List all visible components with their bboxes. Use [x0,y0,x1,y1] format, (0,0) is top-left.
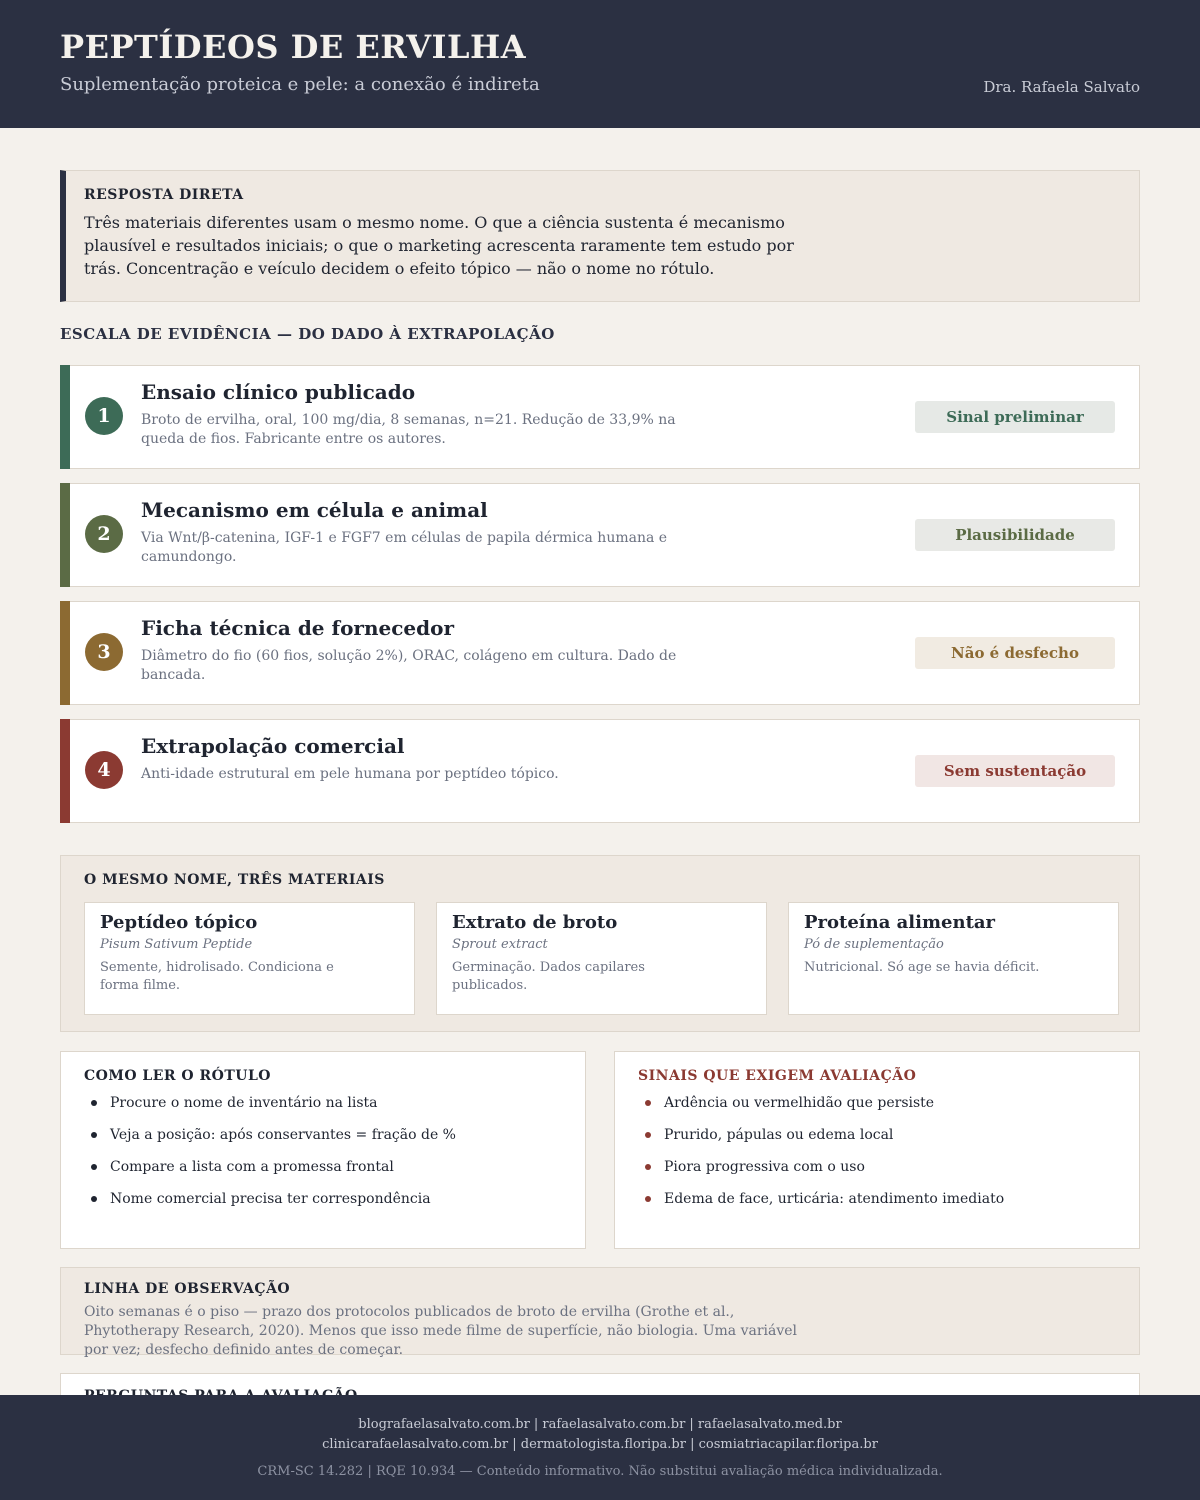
evidence-level-badge: Não é desfecho [915,637,1115,669]
bullet-icon [645,1164,651,1170]
evidence-level-title: Ficha técnica de fornecedor [141,616,454,640]
page-subtitle: Suplementação proteica e pele: a conexão é indireta [60,74,540,95]
page-header [0,0,1200,128]
list-item [84,1094,562,1126]
footer-links-line-1: blografaelasalvato.com.br | rafaelasalvato.com.br | rafaelasalvato.med.br [358,1417,842,1432]
evidence-level-2 [60,483,1140,587]
evidence-level-title: Ensaio clínico publicado [141,380,416,404]
evidence-level-3 [60,601,1140,705]
observation-box [60,1267,1140,1358]
evidence-level-title: Mecanismo em célula e animal [141,498,488,522]
material-scientific-name: Pó de suplementação [804,937,944,952]
observation-text: Oito semanas é o piso — prazo dos protocolos publicados de broto de ervilha (Grothe et al., Phytotherapy Research, 2020). Menos que isso mede filme de superfície, não biologia. Uma variável por vez; desfecho definido antes de começar. [84,1304,798,1358]
list-item [84,1190,562,1222]
material-description: Germinação. Dados capilares publicados. [452,960,645,993]
evidence-level-number: 3 [85,633,123,671]
evidence-level-1 [60,365,1140,469]
materials-title: O MESMO NOME, TRÊS MATERIAIS [84,872,385,888]
list-item-text: Procure o nome de inventário na lista [110,1095,378,1111]
label-guide-title: COMO LER O RÓTULO [84,1068,271,1084]
evidence-level-badge: Sem sustentação [915,755,1115,787]
direct-answer-text: Três materiais diferentes usam o mesmo nome. O que a ciência sustenta é mecanismo plausível e resultados iniciais; o que o marketing acrescenta raramente tem estudo por trás. Concentração e veículo decidem o efeito tópico — não o nome no rótulo. [84,213,794,278]
observation-title: LINHA DE OBSERVAÇÃO [84,1281,291,1297]
material-card-sprout-extract [436,902,767,1015]
page-footer [0,1395,1200,1500]
bullet-icon [91,1164,97,1170]
material-card-dietary-protein [788,902,1119,1015]
list-item-text: Edema de face, urticária: atendimento imediato [664,1191,1005,1207]
material-scientific-name: Pisum Sativum Peptide [100,937,253,952]
evidence-level-4 [60,719,1140,823]
footer-legal-text: CRM-SC 14.282 | RQE 10.934 — Conteúdo informativo. Não substitui avaliação médica individualizada. [257,1464,943,1479]
label-guide-card [60,1051,586,1249]
material-scientific-name: Sprout extract [452,937,548,952]
bullet-icon [91,1100,97,1106]
evidence-level-bar [60,601,70,705]
list-item-text: Piora progressiva com o uso [664,1159,865,1175]
evidence-level-number: 1 [85,397,123,435]
list-item [638,1126,1116,1158]
list-item-text: Nome comercial precisa ter correspondência [110,1191,431,1207]
direct-answer-kicker: RESPOSTA DIRETA [84,187,244,203]
bullet-icon [91,1196,97,1202]
bullet-icon [91,1132,97,1138]
list-item [84,1126,562,1158]
evidence-level-badge: Sinal preliminar [915,401,1115,433]
evidence-level-number: 2 [85,515,123,553]
material-title: Extrato de broto [452,912,618,933]
evidence-level-badge: Plausibilidade [915,519,1115,551]
evidence-level-description: Via Wnt/β-catenina, IGF-1 e FGF7 em células de papila dérmica humana e camundongo. [141,530,668,565]
material-title: Proteína alimentar [804,912,996,933]
author-name: Dra. Rafaela Salvato [983,78,1140,96]
evidence-level-number: 4 [85,751,123,789]
evidence-level-description: Diâmetro do fio (60 fios, solução 2%), ORAC, colágeno em cultura. Dado de bancada. [141,648,677,683]
evidence-level-title: Extrapolação comercial [141,734,405,758]
material-description: Semente, hidrolisado. Condiciona e forma filme. [100,960,334,993]
evidence-level-bar [60,483,70,587]
warning-signs-title: SINAIS QUE EXIGEM AVALIAÇÃO [638,1068,917,1084]
list-item [84,1158,562,1190]
list-item [638,1094,1116,1126]
materials-panel [60,855,1140,1032]
list-item-text: Compare a lista com a promessa frontal [110,1159,394,1175]
evidence-level-bar [60,365,70,469]
label-guide-list [84,1094,562,1222]
list-item-text: Prurido, pápulas ou edema local [664,1127,894,1143]
footer-links-line-2: clinicarafaelasalvato.com.br | dermatologista.floripa.br | cosmiatriacapilar.floripa.br [322,1437,878,1452]
bullet-icon [645,1196,651,1202]
bullet-icon [645,1100,651,1106]
list-item-text: Veja a posição: após conservantes = fração de % [110,1127,456,1143]
evidence-level-description: Broto de ervilha, oral, 100 mg/dia, 8 semanas, n=21. Redução de 33,9% na queda de fios. Fabricante entre os autores. [141,412,676,447]
list-item-text: Ardência ou vermelhidão que persiste [664,1095,935,1111]
direct-answer-box [60,170,1140,302]
evidence-section-title: ESCALA DE EVIDÊNCIA — DO DADO À EXTRAPOLAÇÃO [60,325,555,343]
list-item [638,1158,1116,1190]
bullet-icon [645,1132,651,1138]
material-description: Nutricional. Só age se havia déficit. [804,960,1040,975]
material-card-topical-peptide [84,902,415,1015]
list-item [638,1190,1116,1222]
warning-signs-list [638,1094,1116,1222]
evidence-level-bar [60,719,70,823]
evidence-level-description: Anti-idade estrutural em pele humana por peptídeo tópico. [141,766,559,782]
page-title: PEPTÍDEOS DE ERVILHA [60,28,527,66]
warning-signs-card [614,1051,1140,1249]
material-title: Peptídeo tópico [100,912,258,933]
